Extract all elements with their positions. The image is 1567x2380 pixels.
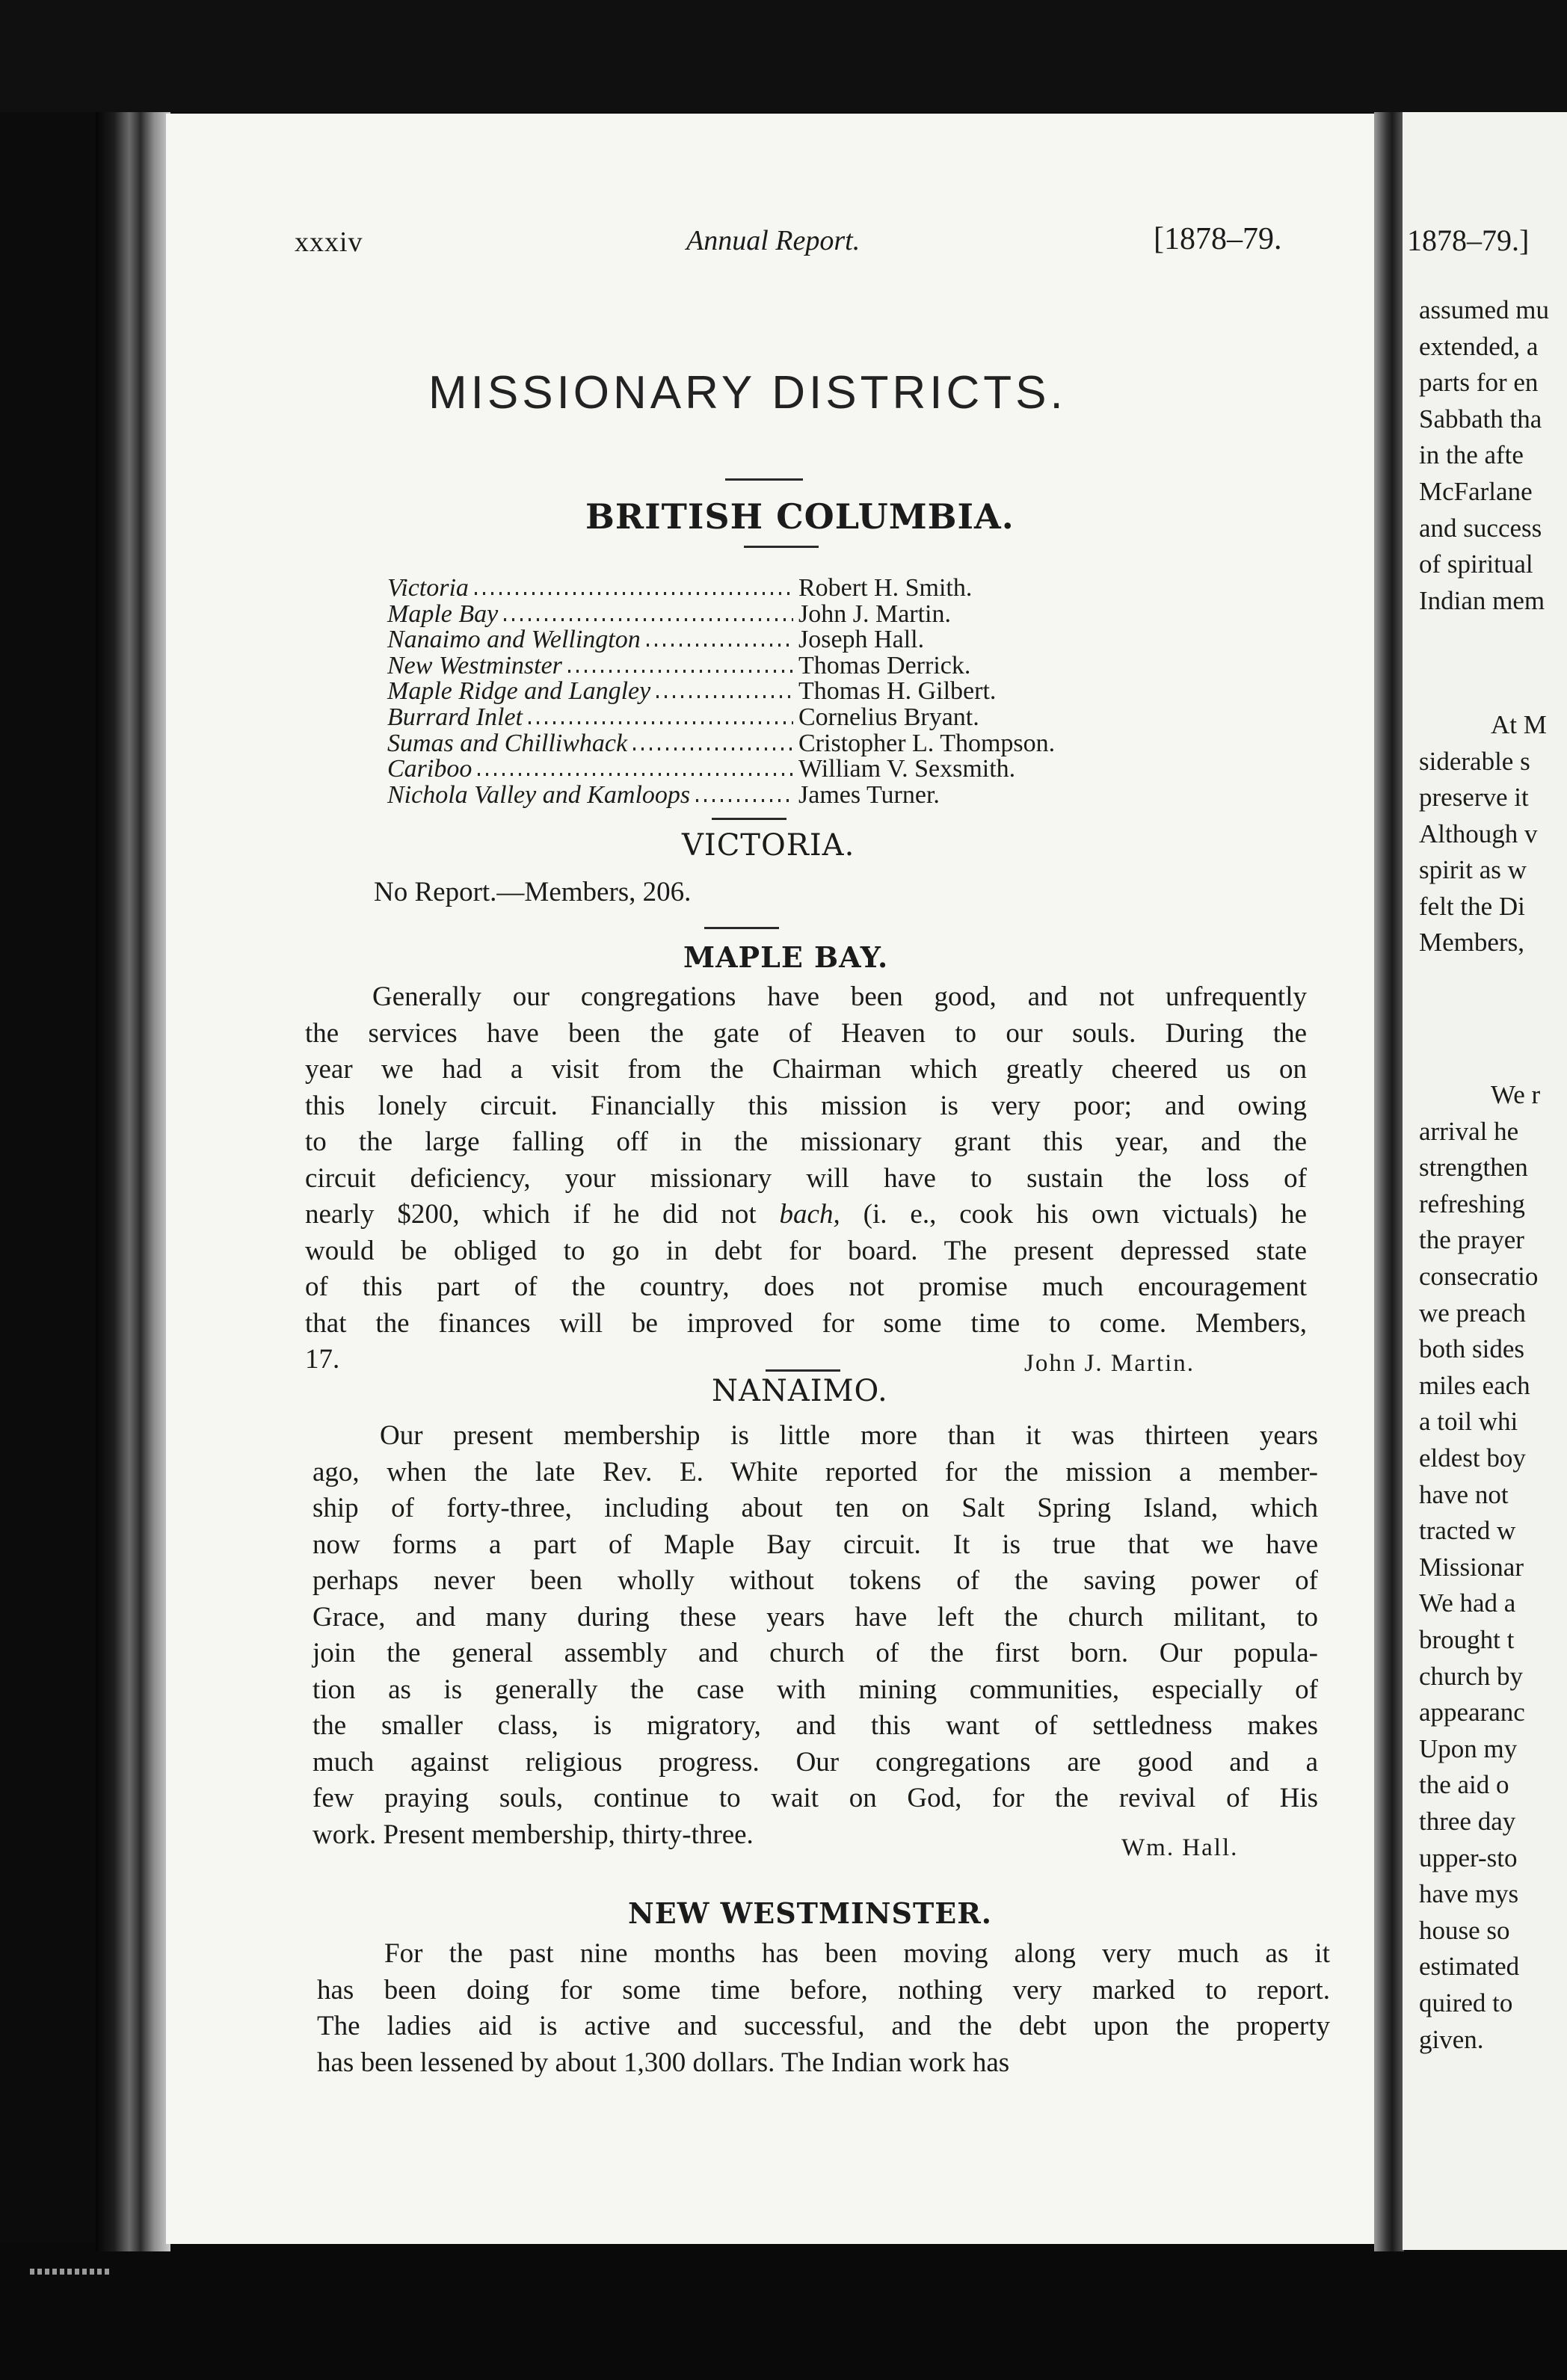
section-rule: [712, 818, 786, 820]
facing-page-line: spirit as w: [1419, 855, 1527, 884]
facing-page-line: At M: [1491, 710, 1547, 739]
facing-page-line: refreshing: [1419, 1189, 1525, 1218]
facing-page-line: upper-sto: [1419, 1843, 1518, 1872]
text-line: this lonely circuit. Financially this mission is very poor; and owing: [305, 1090, 1307, 1121]
facing-page-line: in the afte: [1419, 440, 1524, 470]
facing-page-line: Members,: [1419, 928, 1524, 957]
text-line: 17.: [305, 1344, 340, 1375]
leader-dots: [656, 695, 793, 698]
facing-page-line: Sabbath tha: [1419, 404, 1542, 434]
region-heading: BRITISH COLUMBIA.: [585, 496, 1015, 537]
facing-page-line: consecratio: [1419, 1262, 1539, 1291]
section-rule: [766, 1369, 840, 1372]
text-line: tion as is generally the case with mining communities, especially of: [313, 1674, 1318, 1705]
facing-page-line: strengthen: [1419, 1153, 1528, 1183]
circuit-name: Nanaimo and Wellington: [387, 626, 641, 654]
text-line: Generally our congregations have been good, and not unfrequently: [372, 981, 1307, 1012]
minister-name: Cornelius Bryant.: [798, 703, 979, 731]
text-line: now forms a part of Maple Bay circuit. It is true that we have: [313, 1529, 1318, 1560]
text-line: the smaller class, is migratory, and this want of settledness makes: [313, 1710, 1318, 1741]
page-number: xxxiv: [295, 226, 363, 258]
facing-page-line: estimated: [1419, 1952, 1520, 1982]
facing-page-line: siderable s: [1419, 746, 1530, 776]
text-line: has been doing for some time before, nothing very marked to report.: [317, 1974, 1330, 2006]
facing-page-line: We r: [1491, 1080, 1541, 1109]
facing-page-line: church by: [1419, 1661, 1523, 1691]
signature-maple-bay: John J. Martin.: [1024, 1350, 1195, 1377]
facing-page-line: Although v: [1419, 818, 1538, 848]
circuit-name: New Westminster: [387, 651, 562, 679]
facing-page-line: given.: [1419, 2024, 1484, 2054]
text-line: nearly $200, which if he did not bach, (i. e., cook his own victuals) he: [305, 1199, 1307, 1230]
text-line: perhaps never been wholly without tokens of the saving power of: [313, 1565, 1318, 1596]
text-line: circuit deficiency, your missionary will have to sustain the loss of: [305, 1162, 1307, 1194]
circuit-name: Maple Ridge and Langley: [387, 677, 651, 706]
text-line: ship of forty-three, including about ten on Salt Spring Island, which: [313, 1493, 1318, 1523]
section-heading-nanaimo: NANAIMO.: [712, 1374, 888, 1408]
facing-page-line: both sides: [1419, 1334, 1524, 1364]
circuit-name: Victoria: [387, 574, 469, 602]
facing-page-line: parts for en: [1419, 368, 1539, 398]
facing-page-line: arrival he: [1419, 1116, 1519, 1146]
page-title: MISSIONARY DISTRICTS.: [428, 367, 1067, 419]
facing-page-line: we preach: [1419, 1298, 1526, 1328]
minister-name: Joseph Hall.: [798, 626, 925, 654]
text-line: work. Present membership, thirty-three.: [313, 1819, 754, 1850]
facing-page-line: Upon my: [1419, 1733, 1518, 1763]
facing-page-line: miles each: [1419, 1370, 1530, 1400]
minister-name: John J. Martin.: [798, 599, 951, 628]
facing-page-line: Indian mem: [1419, 585, 1545, 615]
circuit-name: Maple Bay: [387, 599, 499, 628]
minister-name: Robert H. Smith.: [798, 574, 973, 602]
facing-page-line: preserve it: [1419, 783, 1529, 812]
book-spine-edge: [96, 112, 170, 2251]
text-line: join the general assembly and church of the first born. Our popula-: [313, 1638, 1318, 1668]
circuit-name: Nichola Valley and Kamloops: [387, 780, 691, 809]
facing-page-line: have not: [1419, 1479, 1509, 1509]
facing-page-line: a toil whi: [1419, 1407, 1518, 1437]
film-border-bottom: [0, 2242, 1567, 2380]
text-line: For the past nine months has been moving along very much as it: [384, 1938, 1330, 1969]
text-line: few praying souls, continue to wait on God, for the revival of His: [313, 1783, 1318, 1813]
section-heading-maple-bay: MAPLE BAY.: [683, 940, 889, 974]
text-line: would be obliged to go in debt for board. The present depressed state: [305, 1235, 1307, 1266]
circuit-name: Cariboo: [387, 755, 472, 783]
section-heading-victoria: VICTORIA.: [682, 828, 855, 863]
leader-dots: [568, 670, 793, 673]
minister-name: William V. Sexsmith.: [798, 755, 1016, 783]
text-line: much against religious progress. Our congregations are good and a: [313, 1746, 1318, 1778]
text-line: the services have been the gate of Heaven to our souls. During the: [305, 1017, 1307, 1049]
section-rule: [704, 927, 779, 929]
facing-page-line: the aid o: [1419, 1770, 1509, 1800]
victoria-report: No Report.—Members, 206.: [374, 877, 692, 907]
facing-page-line: assumed mu: [1419, 295, 1550, 324]
facing-page-line: of spiritual: [1419, 549, 1533, 579]
subtitle-rule: [744, 546, 819, 548]
facing-page-line: eldest boy: [1419, 1443, 1526, 1473]
leader-dots: [475, 592, 793, 595]
facing-page-line: appearanc: [1419, 1698, 1525, 1727]
section-heading-new-westminster: NEW WESTMINSTER.: [628, 1896, 993, 1930]
facing-page-line: have mys: [1419, 1879, 1519, 1909]
facing-page-line: quired to: [1419, 1988, 1513, 2017]
text-line: of this part of the country, does not promise much encouragement: [305, 1271, 1307, 1302]
leader-dots: [696, 799, 793, 802]
text-line: to the large falling off in the missionary grant this year, and the: [305, 1126, 1307, 1157]
facing-page-line: extended, a: [1419, 331, 1539, 361]
minister-name: Thomas H. Gilbert.: [798, 677, 997, 706]
facing-page-line: We had a: [1419, 1588, 1516, 1618]
directory-row: [387, 781, 1135, 811]
text-line: The ladies aid is active and successful, and the debt upon the property: [317, 2011, 1330, 2041]
minister-name: James Turner.: [798, 780, 940, 809]
circuit-name: Sumas and Chilliwhack: [387, 729, 628, 757]
circuit-name: Burrard Inlet: [387, 703, 523, 731]
leader-dots: [647, 644, 793, 647]
minister-name: Thomas Derrick.: [798, 651, 971, 679]
facing-page-line: felt the Di: [1419, 891, 1525, 921]
facing-page-running-year: 1878–79.]: [1407, 223, 1530, 257]
signature-nanaimo: Wm. Hall.: [1121, 1834, 1239, 1861]
leader-dots: [478, 773, 793, 776]
film-perforation-mark: [30, 2269, 112, 2275]
text-line: has been lessened by about 1,300 dollars. The Indian work has: [317, 2047, 1010, 2078]
facing-page-line: house so: [1419, 1915, 1510, 1945]
book-gutter: [1374, 112, 1404, 2251]
facing-page-line: the prayer: [1419, 1225, 1524, 1255]
facing-page-line: brought t: [1419, 1625, 1515, 1654]
title-rule: [725, 478, 803, 481]
facing-page-line: tracted w: [1419, 1516, 1516, 1546]
text-line: Grace, and many during these years have left the church militant, to: [313, 1601, 1318, 1633]
text-line: ago, when the late Rev. E. White reported for the mission a member-: [313, 1456, 1318, 1488]
facing-page-line: Missionar: [1419, 1552, 1524, 1582]
film-border-top: [0, 0, 1567, 112]
text-line: Our present membership is little more than it was thirteen years: [380, 1420, 1318, 1451]
running-title: Annual Report.: [686, 225, 861, 256]
running-year: [1878–79.: [1154, 222, 1282, 256]
new-westminster-report: [317, 1936, 1330, 2081]
leader-dots: [529, 721, 793, 724]
nanaimo-report: [313, 1418, 1318, 1853]
facing-page-line: and success: [1419, 513, 1542, 543]
leader-dots: [633, 747, 793, 750]
facing-page-line: McFarlane: [1419, 477, 1533, 506]
text-line: that the finances will be improved for some time to come. Members,: [305, 1307, 1307, 1339]
facing-page-line: three day: [1419, 1807, 1516, 1836]
text-line: year we had a visit from the Chairman which greatly cheered us on: [305, 1054, 1307, 1085]
maple-bay-report: [305, 979, 1307, 1378]
minister-name: Cristopher L. Thompson.: [798, 729, 1056, 757]
leader-dots: [504, 618, 793, 621]
